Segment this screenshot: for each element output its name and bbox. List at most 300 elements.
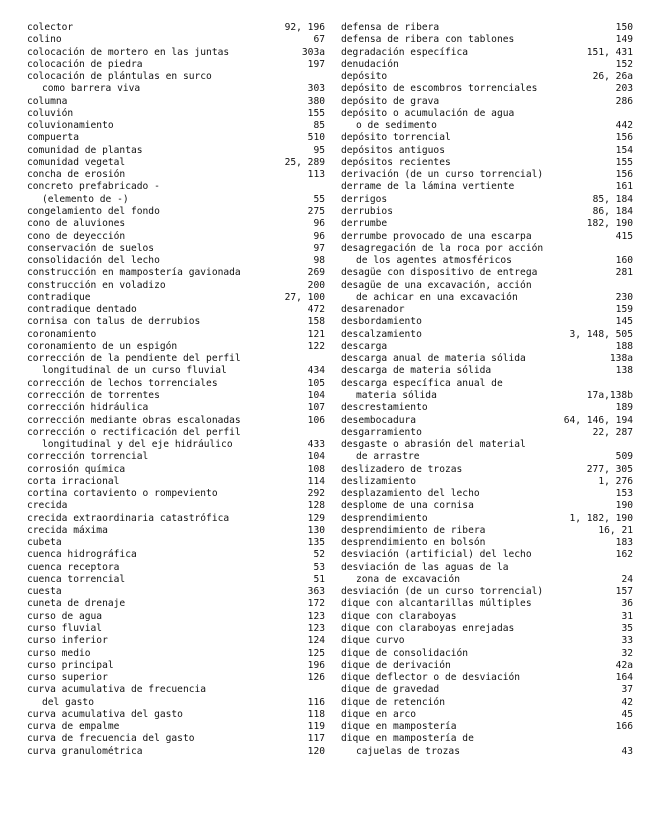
index-term: dique curvo xyxy=(341,635,405,647)
index-entry xyxy=(27,586,325,598)
index-term: columna xyxy=(27,95,68,107)
index-entry xyxy=(27,329,325,341)
index-term: defensa de ribera xyxy=(341,22,440,33)
index-page-numbers: 380 xyxy=(307,95,325,107)
index-term: corrección o rectificación del perfil xyxy=(27,426,241,438)
index-term: comunidad de plantas xyxy=(27,144,143,156)
index-term: curva de frecuencia del gasto xyxy=(27,733,195,745)
index-page-numbers: 166 xyxy=(615,721,633,733)
index-entry xyxy=(341,59,633,71)
index-page-numbers: 150 xyxy=(615,22,633,33)
index-term: descarga anual de materia sólida xyxy=(341,353,526,365)
index-term: comunidad vegetal xyxy=(27,156,126,168)
index-page-numbers: 157 xyxy=(615,586,633,598)
index-page-numbers: 16, 21 xyxy=(598,524,633,536)
index-term: desbordamiento xyxy=(341,316,422,328)
index-term: corrosión química xyxy=(27,463,126,475)
index-page-numbers: 35 xyxy=(621,623,633,635)
index-term: corrección de la pendiente del perfil xyxy=(27,353,241,365)
index-entry xyxy=(341,648,633,660)
index-entry xyxy=(27,549,325,561)
index-entry xyxy=(341,292,633,304)
index-page-numbers: 119 xyxy=(307,721,325,733)
index-page-numbers: 43 xyxy=(621,745,633,757)
index-term: desprendimiento de ribera xyxy=(341,524,486,536)
index-term: desagüe de una excavación, acción xyxy=(341,279,532,291)
index-entry xyxy=(27,684,325,696)
index-entry xyxy=(341,488,633,500)
index-term: dique en mampostería de xyxy=(341,733,474,745)
index-term: longitudinal de un curso fluvial xyxy=(42,365,227,377)
index-entry xyxy=(341,194,633,206)
index-entry xyxy=(27,415,325,427)
index-page-numbers: 17a,138b xyxy=(586,389,633,401)
index-page-numbers: 363 xyxy=(307,586,325,598)
index-term: curso inferior xyxy=(27,635,108,647)
index-page-numbers: 164 xyxy=(615,672,633,684)
index-term: corrección hidráulica xyxy=(27,402,149,414)
index-entry xyxy=(341,402,633,414)
index-term: cuenca torrencial xyxy=(27,573,126,585)
index-entry xyxy=(27,243,325,255)
index-entry xyxy=(341,623,633,635)
index-entry xyxy=(27,120,325,132)
index-term: dique de retención xyxy=(341,696,445,708)
index-page-numbers: 472 xyxy=(307,304,325,316)
index-entry xyxy=(341,145,633,157)
index-term: conservación de suelos xyxy=(27,242,155,254)
index-page-numbers: 275 xyxy=(307,205,325,217)
index-page-numbers: 98 xyxy=(313,255,325,267)
index-entry xyxy=(27,280,325,292)
index-entry xyxy=(27,427,325,439)
index-entry xyxy=(27,304,325,316)
index-entry xyxy=(341,476,633,488)
index-page-numbers: 86, 184 xyxy=(592,205,633,217)
index-entry xyxy=(341,378,633,390)
index-entry xyxy=(27,660,325,672)
index-entry xyxy=(341,513,633,525)
index-entry xyxy=(27,562,325,574)
index-page-numbers: 114 xyxy=(307,475,325,487)
index-page-numbers: 107 xyxy=(307,402,325,414)
index-entry xyxy=(27,525,325,537)
index-term: coluvión xyxy=(27,107,74,119)
index-page-numbers: 190 xyxy=(615,500,633,512)
index-term: desviación (artificial) del lecho xyxy=(341,549,532,561)
index-page-numbers: 269 xyxy=(307,267,325,279)
index-term: degradación específica xyxy=(341,46,469,58)
index-page-numbers: 123 xyxy=(307,610,325,622)
index-term: dique en arco xyxy=(341,708,417,720)
index-entry xyxy=(27,169,325,181)
index-entry xyxy=(341,267,633,279)
index-term: crecida xyxy=(27,500,68,512)
index-entry xyxy=(341,181,633,193)
index-term: corrección de lechos torrenciales xyxy=(27,377,218,389)
index-page-numbers: 188 xyxy=(615,340,633,352)
index-term: depósito de grava xyxy=(341,95,440,107)
index-entry xyxy=(27,733,325,745)
index-term: desviación (de un curso torrencial) xyxy=(341,586,544,598)
index-entry xyxy=(27,439,325,451)
index-page-numbers: 160 xyxy=(615,255,633,267)
index-column-right xyxy=(341,22,633,758)
index-entry xyxy=(27,267,325,279)
index-term: desagüe con dispositivo de entrega xyxy=(341,267,538,279)
index-entry xyxy=(27,218,325,230)
index-entry xyxy=(341,243,633,255)
index-page-numbers: 126 xyxy=(307,672,325,684)
index-term: crecida máxima xyxy=(27,524,108,536)
index-term: corrección torrencial xyxy=(27,451,149,463)
index-page-numbers: 117 xyxy=(307,733,325,745)
index-term: cuesta xyxy=(27,586,62,598)
index-page-numbers: 52 xyxy=(313,549,325,561)
index-page-numbers: 509 xyxy=(615,451,633,463)
index-term: colocación de mortero en las juntas xyxy=(27,46,230,58)
index-page-numbers: 42a xyxy=(615,659,633,671)
index-term: derrumbe provocado de una escarpa xyxy=(341,230,532,242)
index-term: colino xyxy=(27,34,62,46)
index-page-numbers: 104 xyxy=(307,451,325,463)
index-term: depósito torrencial xyxy=(341,132,451,144)
index-page-numbers: 122 xyxy=(307,340,325,352)
index-page-numbers: 25, 289 xyxy=(284,156,325,168)
index-page-numbers: 182, 190 xyxy=(586,218,633,230)
index-entry xyxy=(341,255,633,267)
index-entry xyxy=(27,206,325,218)
index-term: desprendimiento xyxy=(341,512,428,524)
index-entry xyxy=(27,71,325,83)
index-term: dique deflector o de desviación xyxy=(341,672,521,684)
index-entry xyxy=(341,709,633,721)
index-page-numbers: 152 xyxy=(615,58,633,70)
index-term: crecida extraordinaria catastrófica xyxy=(27,512,230,524)
index-term: curso fluvial xyxy=(27,623,103,635)
index-term: derrigos xyxy=(341,193,388,205)
index-page-numbers: 45 xyxy=(621,708,633,720)
index-term: curva acumulativa de frecuencia xyxy=(27,684,207,696)
index-term: contradique xyxy=(27,291,91,303)
index-term: cono de aluviones xyxy=(27,218,126,230)
index-entry xyxy=(341,157,633,169)
index-term: desgarramiento xyxy=(341,426,422,438)
index-term: concreto prefabricado - xyxy=(27,181,160,193)
index-entry xyxy=(341,464,633,476)
index-entry xyxy=(341,721,633,733)
index-term: desgaste o abrasión del material xyxy=(341,439,526,451)
index-term: cuenca hidrográfica xyxy=(27,549,137,561)
index-entry xyxy=(341,549,633,561)
index-term: cubeta xyxy=(27,537,62,549)
index-page-numbers: 200 xyxy=(307,279,325,291)
index-entry xyxy=(27,47,325,59)
index-entry xyxy=(341,96,633,108)
index-entry xyxy=(27,34,325,46)
index-term: curva acumulativa del gasto xyxy=(27,708,183,720)
index-entry xyxy=(341,353,633,365)
index-entry xyxy=(27,697,325,709)
index-term: curso medio xyxy=(27,647,91,659)
index-entry xyxy=(27,353,325,365)
index-term: desprendimiento en bolsón xyxy=(341,537,486,549)
index-term: construcción en mampostería gavionada xyxy=(27,267,241,279)
index-entry xyxy=(27,574,325,586)
index-page-numbers: 125 xyxy=(307,647,325,659)
index-entry xyxy=(27,194,325,206)
index-page-numbers: 37 xyxy=(621,684,633,696)
index-page-numbers: 24 xyxy=(621,573,633,585)
index-term: desagregación de la roca por acción xyxy=(341,242,544,254)
index-page-numbers: 116 xyxy=(307,696,325,708)
index-page-numbers: 510 xyxy=(307,132,325,144)
index-entry xyxy=(341,120,633,132)
index-entry xyxy=(341,733,633,745)
index-term: descrestamiento xyxy=(341,402,428,414)
index-page-numbers: 156 xyxy=(615,132,633,144)
index-entry xyxy=(341,169,633,181)
index-page-numbers: 1, 182, 190 xyxy=(569,512,633,524)
index-entry xyxy=(341,83,633,95)
index-entry xyxy=(341,206,633,218)
index-entry xyxy=(341,365,633,377)
index-term: curso superior xyxy=(27,672,108,684)
index-page-numbers: 120 xyxy=(307,745,325,757)
index-entry xyxy=(341,439,633,451)
index-page-numbers: 26, 26a xyxy=(592,71,633,83)
index-entry xyxy=(27,488,325,500)
index-term: concha de erosión xyxy=(27,169,126,181)
index-page-numbers: 303a xyxy=(301,46,325,58)
index-term: depósito de escombros torrenciales xyxy=(341,83,538,95)
index-term: coronamiento de un espigón xyxy=(27,340,178,352)
index-page-numbers: 156 xyxy=(615,169,633,181)
index-page-numbers: 36 xyxy=(621,598,633,610)
index-entry xyxy=(27,648,325,660)
index-entry xyxy=(27,709,325,721)
index-term: depósitos recientes xyxy=(341,156,451,168)
index-entry xyxy=(27,451,325,463)
index-term: cortina cortaviento o rompeviento xyxy=(27,488,218,500)
index-term: desplome de una cornisa xyxy=(341,500,474,512)
index-page-numbers: 442 xyxy=(615,120,633,132)
index-page-numbers: 92, 196 xyxy=(284,22,325,33)
index-term: coluvionamiento xyxy=(27,120,114,132)
index-term: como barrera viva xyxy=(42,83,141,95)
index-page-numbers: 434 xyxy=(307,365,325,377)
index-term: depósitos antiguos xyxy=(341,144,445,156)
index-term: denudación xyxy=(341,58,399,70)
index-term: dique con alcantarillas múltiples xyxy=(341,598,532,610)
index-page-numbers: 55 xyxy=(313,193,325,205)
index-page-numbers: 85, 184 xyxy=(592,193,633,205)
index-page-numbers: 286 xyxy=(615,95,633,107)
index-term: dique de gravedad xyxy=(341,684,440,696)
index-page-numbers: 151, 431 xyxy=(586,46,633,58)
index-page-numbers: 124 xyxy=(307,635,325,647)
index-page-numbers: 415 xyxy=(615,230,633,242)
index-term: compuerta xyxy=(27,132,79,144)
index-page-numbers: 155 xyxy=(615,156,633,168)
index-page-numbers: 64, 146, 194 xyxy=(563,414,633,426)
index-entry xyxy=(27,255,325,267)
index-term: descalzamiento xyxy=(341,328,422,340)
index-page-numbers: 104 xyxy=(307,389,325,401)
index-page-numbers: 1, 276 xyxy=(598,475,633,487)
index-term: de achicar en una excavación xyxy=(356,291,518,303)
index-page-numbers: 203 xyxy=(615,83,633,95)
index-page-numbers: 183 xyxy=(615,537,633,549)
index-page-numbers: 42 xyxy=(621,696,633,708)
index-entry xyxy=(27,402,325,414)
index-entry xyxy=(341,390,633,402)
index-entry xyxy=(341,672,633,684)
index-entry xyxy=(341,598,633,610)
index-page-numbers: 105 xyxy=(307,377,325,389)
index-entry xyxy=(27,231,325,243)
index-entry xyxy=(27,157,325,169)
index-term: desviación de las aguas de la xyxy=(341,561,509,573)
index-entry xyxy=(341,22,633,34)
index-term: desarenador xyxy=(341,304,405,316)
index-page-numbers: 31 xyxy=(621,610,633,622)
index-page-numbers: 113 xyxy=(307,169,325,181)
index-entry xyxy=(27,108,325,120)
index-term: congelamiento del fondo xyxy=(27,205,160,217)
index-term: depósito o acumulación de agua xyxy=(341,107,515,119)
index-term: derrubios xyxy=(341,205,393,217)
index-page-numbers: 128 xyxy=(307,500,325,512)
index-entry xyxy=(27,132,325,144)
index-page-numbers: 189 xyxy=(615,402,633,414)
index-entry xyxy=(27,598,325,610)
index-term: descarga xyxy=(341,340,388,352)
index-page-numbers: 161 xyxy=(615,181,633,193)
index-page-numbers: 277, 305 xyxy=(586,463,633,475)
index-page-numbers: 85 xyxy=(313,120,325,132)
index-term: o de sedimento xyxy=(356,120,437,132)
index-page-numbers: 433 xyxy=(307,439,325,451)
index-page-numbers: 121 xyxy=(307,328,325,340)
index-entry xyxy=(27,746,325,758)
index-term: zona de excavación xyxy=(356,573,460,585)
index-page-numbers: 197 xyxy=(307,58,325,70)
index-page-numbers: 196 xyxy=(307,659,325,671)
index-term: desplazamiento del lecho xyxy=(341,488,480,500)
index-entry xyxy=(27,476,325,488)
index-entry xyxy=(27,390,325,402)
index-term: cuneta de drenaje xyxy=(27,598,126,610)
index-entry xyxy=(27,378,325,390)
index-entry xyxy=(27,341,325,353)
index-entry xyxy=(27,537,325,549)
index-entry xyxy=(27,635,325,647)
index-term: dique con claraboyas enrejadas xyxy=(341,623,515,635)
index-entry xyxy=(27,145,325,157)
index-term: coronamiento xyxy=(27,328,97,340)
index-entry xyxy=(341,586,633,598)
index-entry xyxy=(341,304,633,316)
index-entry xyxy=(27,611,325,623)
index-term: de los agentes atmosféricos xyxy=(356,255,512,267)
index-entry xyxy=(341,427,633,439)
index-term: consolidación del lecho xyxy=(27,255,160,267)
index-page-numbers: 32 xyxy=(621,647,633,659)
index-entry xyxy=(341,451,633,463)
index-term: del gasto xyxy=(42,696,94,708)
index-term: corta irracional xyxy=(27,475,120,487)
index-term: derrumbe xyxy=(341,218,388,230)
index-term: deslizadero de trozas xyxy=(341,463,463,475)
index-entry xyxy=(341,697,633,709)
index-entry xyxy=(341,684,633,696)
index-page-numbers: 153 xyxy=(615,488,633,500)
index-term: depósito xyxy=(341,71,388,83)
index-entry xyxy=(27,623,325,635)
index-term: descarga específica anual de xyxy=(341,377,503,389)
index-entry xyxy=(341,611,633,623)
index-term: dique con claraboyas xyxy=(341,610,457,622)
index-term: colocación de plántulas en surco xyxy=(27,71,212,83)
index-term: de arrastre xyxy=(356,451,420,463)
index-page-numbers: 3, 148, 505 xyxy=(569,328,633,340)
index-entry xyxy=(341,47,633,59)
index-page-numbers: 281 xyxy=(615,267,633,279)
index-term: (elemento de -) xyxy=(42,193,129,205)
index-page-numbers: 96 xyxy=(313,230,325,242)
index-term: deslizamiento xyxy=(341,475,417,487)
index-term: desembocadura xyxy=(341,414,417,426)
index-page-numbers: 108 xyxy=(307,463,325,475)
index-entry xyxy=(341,341,633,353)
index-term: derivación (de un curso torrencial) xyxy=(341,169,544,181)
index-entry xyxy=(341,537,633,549)
index-entry xyxy=(341,574,633,586)
index-entry xyxy=(27,292,325,304)
index-term: cono de deyección xyxy=(27,230,126,242)
index-page-numbers: 230 xyxy=(615,291,633,303)
index-entry xyxy=(341,329,633,341)
index-page-numbers: 106 xyxy=(307,414,325,426)
index-page-numbers: 129 xyxy=(307,512,325,524)
index-term: curso principal xyxy=(27,659,114,671)
index-page-numbers: 138 xyxy=(615,365,633,377)
index-entry xyxy=(27,672,325,684)
index-page-numbers: 135 xyxy=(307,537,325,549)
index-entry xyxy=(27,500,325,512)
index-entry xyxy=(341,635,633,647)
index-page-numbers: 158 xyxy=(307,316,325,328)
index-page-numbers: 95 xyxy=(313,144,325,156)
index-term: descarga de materia sólida xyxy=(341,365,492,377)
index-term: longitudinal y del eje hidráulico xyxy=(42,439,233,451)
index-entry xyxy=(27,721,325,733)
index-term: corrección de torrentes xyxy=(27,389,160,401)
index-page-numbers: 154 xyxy=(615,144,633,156)
index-term: cuenca receptora xyxy=(27,561,120,573)
index-page-numbers: 51 xyxy=(313,573,325,585)
index-entry xyxy=(341,71,633,83)
index-page-numbers: 96 xyxy=(313,218,325,230)
index-term: dique de derivación xyxy=(341,659,451,671)
index-term: derrame de la lámina vertiente xyxy=(341,181,515,193)
index-entry xyxy=(341,562,633,574)
index-page-numbers: 130 xyxy=(307,524,325,536)
index-entry xyxy=(341,525,633,537)
index-page-numbers: 33 xyxy=(621,635,633,647)
index-term: corrección mediante obras escalonadas xyxy=(27,414,241,426)
